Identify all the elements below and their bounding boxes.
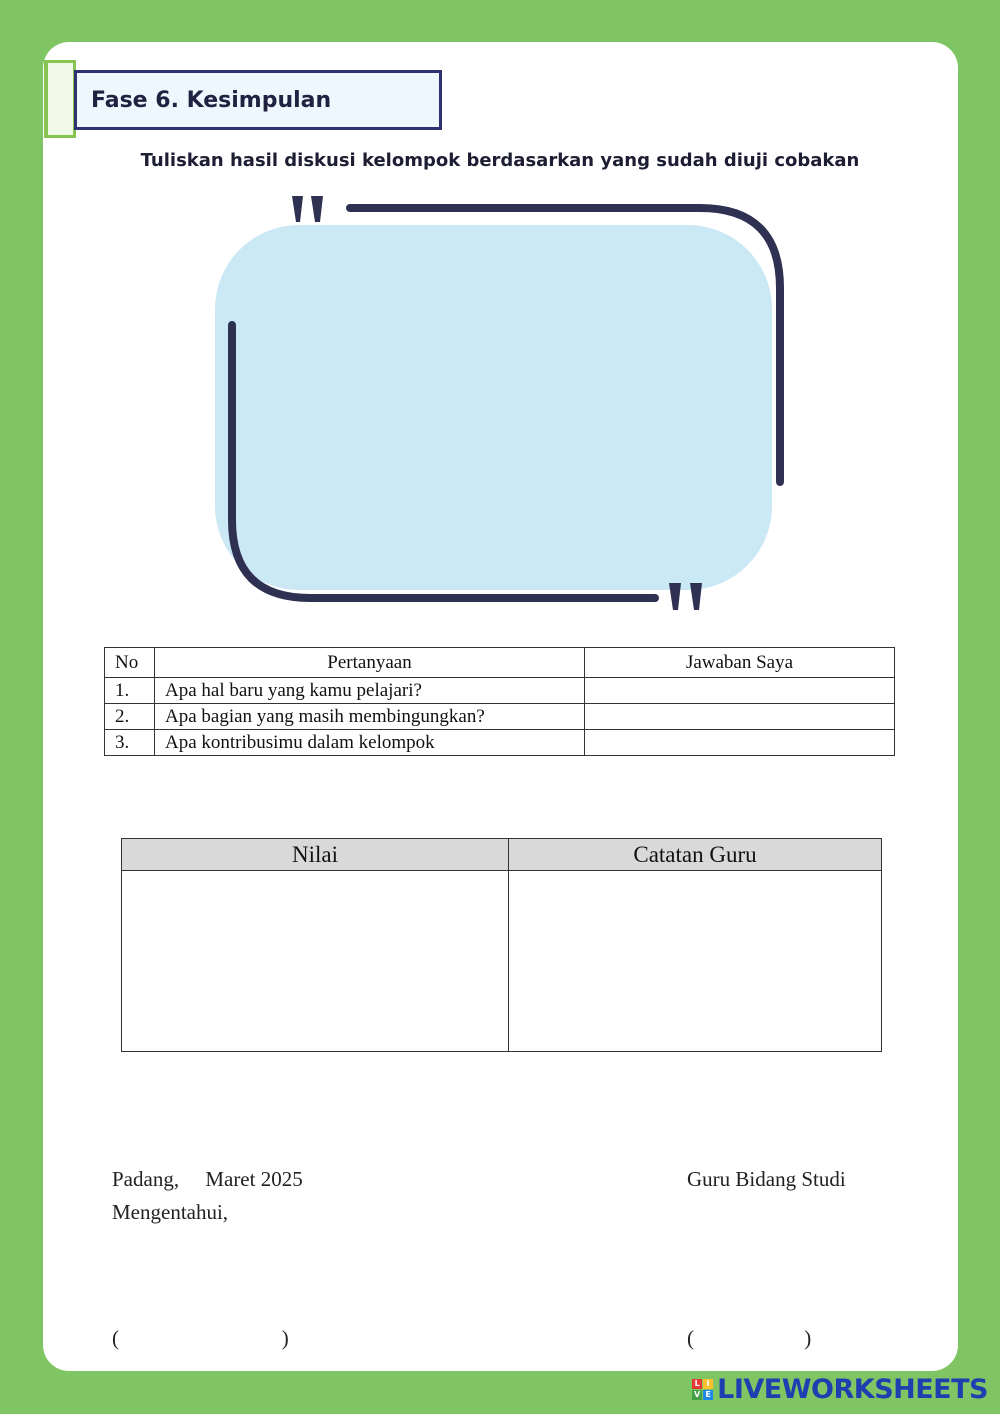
grade-cell: [122, 871, 509, 1052]
question-text: Apa bagian yang masih membingungkan?: [155, 704, 585, 730]
liveworksheets-logo-icon: L I V E: [692, 1379, 713, 1400]
left-signature-bracket: ( ): [112, 1326, 289, 1350]
teacher-notes-cell: [509, 871, 882, 1052]
grade-table: [121, 838, 882, 1052]
answer-cell[interactable]: [585, 704, 895, 730]
table-row: [105, 678, 895, 704]
phase-title: Fase 6. Kesimpulan: [91, 87, 332, 113]
header-answer: Jawaban Saya: [585, 648, 895, 678]
acknowledged-label: Mengentahui,: [112, 1200, 229, 1224]
question-table: [104, 647, 895, 756]
row-number: 2.: [105, 704, 155, 730]
liveworksheets-brand: [692, 1374, 988, 1405]
instruction-text: Tuliskan hasil diskusi kelompok berdasarkan yang sudah diuji cobakan: [140, 150, 860, 171]
table-row: [105, 704, 895, 730]
row-number: 1.: [105, 678, 155, 704]
open-quote-icon: [292, 196, 323, 222]
header-teacher-notes: Catatan Guru: [509, 839, 882, 871]
header-grade: Nilai: [122, 839, 509, 871]
answer-cell[interactable]: [585, 678, 895, 704]
place-date: Padang, Maret 2025: [112, 1167, 303, 1191]
table-row: [105, 730, 895, 756]
conclusion-answer-input[interactable]: [220, 228, 768, 588]
question-text: Apa kontribusimu dalam kelompok: [155, 730, 585, 756]
row-number: 3.: [105, 730, 155, 756]
question-text: Apa hal baru yang kamu pelajari?: [155, 678, 585, 704]
answer-cell[interactable]: [585, 730, 895, 756]
header-question: Pertanyaan: [155, 648, 585, 678]
header-no: No: [105, 648, 155, 678]
brand-name: LIVEWORKSHEETS: [717, 1374, 988, 1405]
teacher-role: Guru Bidang Studi: [687, 1167, 846, 1191]
right-signature-bracket: ( ): [687, 1326, 812, 1350]
